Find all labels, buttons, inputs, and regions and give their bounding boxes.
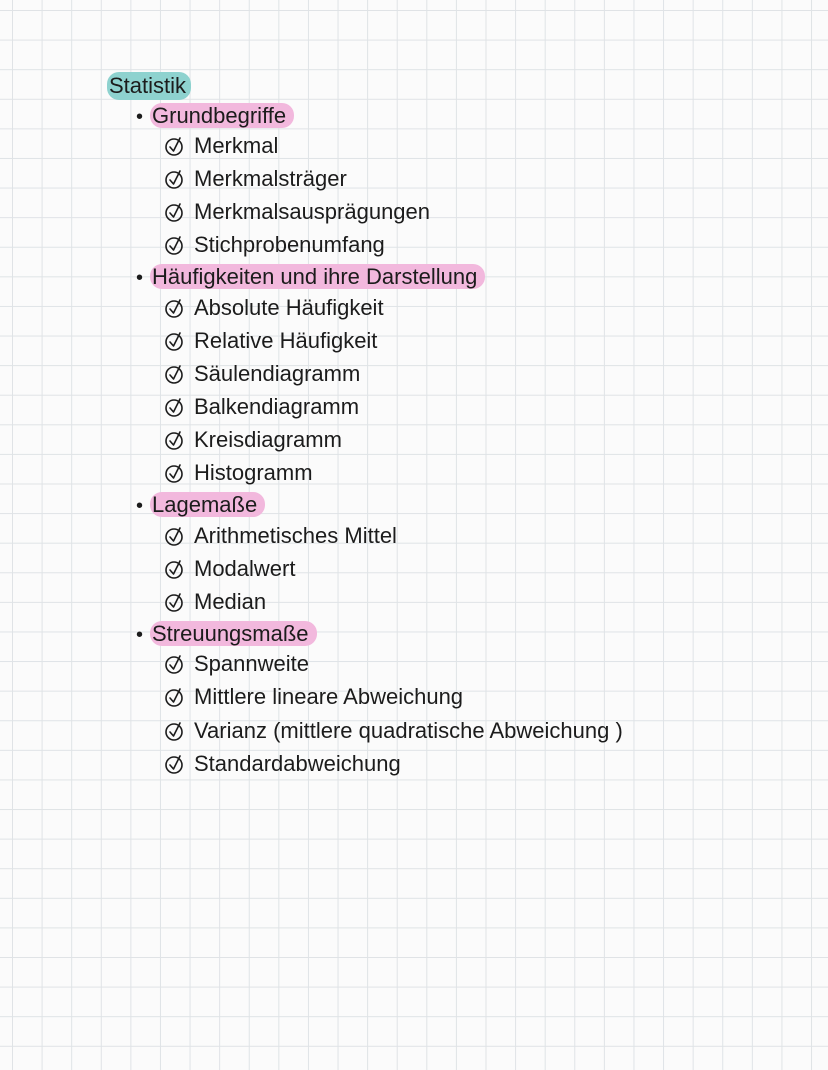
item-label: Relative Häufigkeit <box>194 328 378 353</box>
checked-circle-icon <box>164 686 186 708</box>
checked-circle-icon <box>164 558 186 580</box>
item-label: Arithmetisches Mittel <box>194 523 397 548</box>
list-item <box>164 459 313 487</box>
section-highlight: Häufigkeiten und ihre Darstellung <box>150 264 485 289</box>
section-title-grundbegriffe <box>136 102 294 131</box>
list-item <box>164 750 401 778</box>
list-item <box>164 132 278 160</box>
bullet-icon: • <box>136 495 144 517</box>
checked-circle-icon <box>164 363 186 385</box>
section-title-lagemasse <box>136 491 265 520</box>
section-title-haeufigkeiten <box>136 263 485 292</box>
checked-circle-icon <box>164 234 186 256</box>
checked-circle-icon <box>164 525 186 547</box>
item-label: Spannweite <box>194 651 309 676</box>
list-item <box>164 683 463 711</box>
list-item <box>164 522 397 550</box>
item-label: Median <box>194 589 267 614</box>
list-item <box>164 198 430 226</box>
checked-circle-icon <box>164 297 186 319</box>
item-label: Merkmal <box>194 133 279 158</box>
item-label: Standardabweichung <box>194 751 401 776</box>
list-item <box>164 717 623 745</box>
checked-circle-icon <box>164 591 186 613</box>
bullet-icon: • <box>136 106 144 128</box>
item-label: Säulendiagramm <box>194 361 361 386</box>
checked-circle-icon <box>164 720 186 742</box>
list-item <box>164 165 347 193</box>
item-label: Merkmalsausprägungen <box>194 199 431 224</box>
item-label: Merkmalsträger <box>194 166 347 191</box>
list-item <box>164 588 266 616</box>
item-label: Modalwert <box>194 556 296 581</box>
checked-circle-icon <box>164 429 186 451</box>
list-item <box>164 555 295 583</box>
item-label: Histogramm <box>194 460 313 485</box>
checked-circle-icon <box>164 653 186 675</box>
bullet-icon: • <box>136 267 144 289</box>
checked-circle-icon <box>164 753 186 775</box>
section-highlight: Lagemaße <box>150 492 265 517</box>
item-label: Stichprobenumfang <box>194 232 385 257</box>
checked-circle-icon <box>164 168 186 190</box>
item-label: Kreisdiagramm <box>194 427 342 452</box>
list-item <box>164 327 377 355</box>
section-highlight: Grundbegriffe <box>150 103 294 128</box>
checked-circle-icon <box>164 330 186 352</box>
list-item <box>164 360 360 388</box>
list-item <box>164 231 385 259</box>
list-item <box>164 650 309 678</box>
checked-circle-icon <box>164 135 186 157</box>
bullet-icon: • <box>136 624 144 646</box>
section-title-streuungsmasse <box>136 620 317 649</box>
item-label: Mittlere lineare Abweichung <box>194 684 464 709</box>
checked-circle-icon <box>164 201 186 223</box>
list-item <box>164 426 342 454</box>
item-label: Varianz (mittlere quadratische Abweichung ) <box>194 718 623 743</box>
section-highlight: Streuungsmaße <box>150 621 317 646</box>
item-label: Absolute Häufigkeit <box>194 295 384 320</box>
item-label: Balkendiagramm <box>194 394 360 419</box>
checked-circle-icon <box>164 396 186 418</box>
list-item <box>164 294 384 322</box>
checked-circle-icon <box>164 462 186 484</box>
list-item <box>164 393 359 421</box>
page-title: Statistik <box>107 72 191 100</box>
